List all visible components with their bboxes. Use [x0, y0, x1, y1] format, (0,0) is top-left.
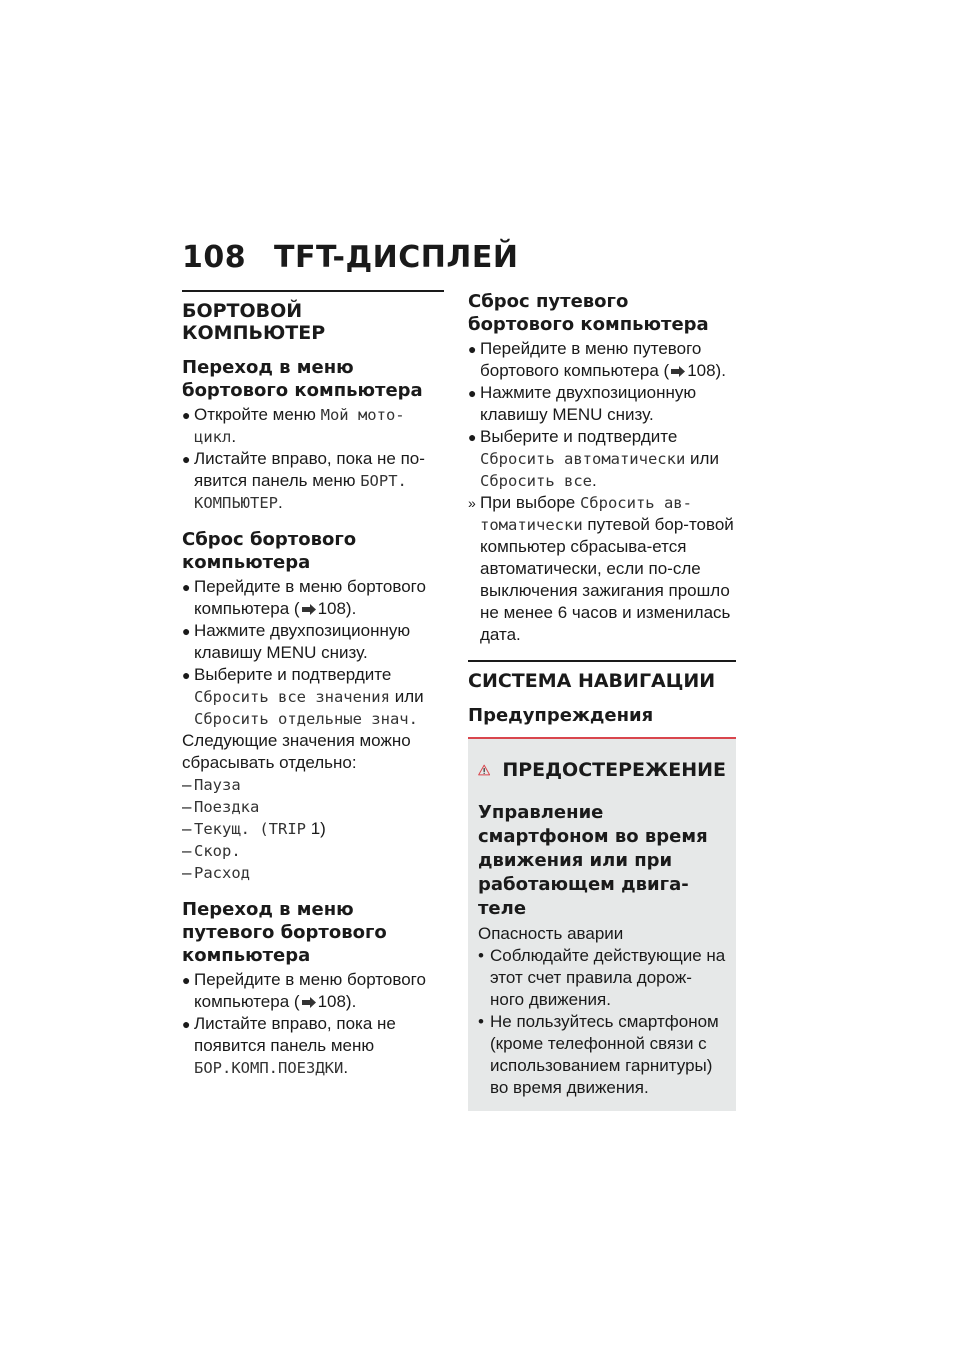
- heading-open-trip-menu: Переход в меню путевого бортового компьютера: [182, 899, 387, 966]
- bullet-icon: •: [478, 946, 484, 965]
- menu-option: Сбросить ав-томатически: [480, 494, 692, 534]
- warning-title: Управление смартфоном во время движения или при работающем двига-теле: [478, 802, 708, 919]
- result-arrow-icon: »: [468, 495, 476, 511]
- bullet-icon: ●: [468, 341, 477, 357]
- bullet-icon: ●: [182, 579, 191, 595]
- list-item: ● Листайте вправо, пока не по-явится панель меню БОРТ. КОМПЬЮТЕР.: [182, 449, 425, 512]
- list-item: ● Нажмите двухпозиционную клавишу MENU снизу.: [182, 621, 411, 662]
- page-ref-arrow-icon: [302, 604, 316, 615]
- list-item: ● Перейдите в меню путевого бортового компьютера ( 108).: [468, 339, 726, 380]
- menu-option: Сбросить автоматически: [480, 450, 686, 468]
- bullet-icon: ●: [182, 407, 191, 423]
- block-reset-trip-computer: [468, 290, 736, 646]
- list-item: ● Перейдите в меню бортового компьютера ( 108).: [182, 577, 426, 618]
- list-item: ● Выберите и подтвердите Сбросить автоматически или Сбросить все.: [468, 427, 719, 490]
- warning-danger: Опасность аварии: [478, 924, 624, 943]
- list-item: • Не пользуйтесь смартфоном (кроме телефонной связи с использованием гарнитуры) во время движения.: [478, 1012, 719, 1097]
- list-item: – Текущ. (TRIP 1): [182, 819, 326, 838]
- page-ref-arrow-icon: [302, 997, 316, 1008]
- list-item-result: » При выборе Сбросить ав-томатически путевой бор-товой компьютер сбрасыва-ется автоматически, если по-сле выключения зажигания прошло не менее 6 часов и изменилась дата.: [468, 493, 734, 644]
- menu-name: Мой мото-цикл: [194, 406, 405, 446]
- heading-open-board-menu: Переход в меню бортового компьютера: [182, 357, 423, 401]
- warning-label: ПРЕДОСТЕРЕЖЕНИЕ: [502, 759, 726, 781]
- heading-reset-board-computer: Сброс бортового компьютера: [182, 529, 357, 573]
- heading-reset-trip-computer: Сброс путевого бортового компьютера: [468, 291, 709, 335]
- menu-option: Сбросить отдельные знач.: [194, 710, 418, 728]
- page-header: [182, 240, 518, 275]
- warning-header: [478, 753, 726, 787]
- list-item: ● Перейдите в меню бортового компьютера ( 108).: [182, 970, 426, 1011]
- right-column: [468, 290, 736, 1111]
- block-open-board-menu: [182, 356, 444, 514]
- list-item: – Пауза: [182, 775, 241, 794]
- list-item: ● Нажмите двухпозиционную клавишу MENU снизу.: [468, 383, 697, 424]
- bullet-icon: ●: [182, 623, 191, 639]
- warning-box: [468, 737, 736, 1111]
- heading-warnings: Предупреждения: [468, 705, 654, 726]
- bullet-icon: •: [478, 1012, 484, 1031]
- menu-option: Сбросить все значения: [194, 688, 390, 706]
- page-ref-arrow-icon: [671, 366, 685, 377]
- paragraph: Следующие значения можно сбрасывать отдельно:: [182, 731, 411, 772]
- list-item: ● Выберите и подтвердите Сбросить все значения или Сбросить отдельные знач.: [182, 665, 424, 728]
- list-item: ● Листайте вправо, пока не появится панель меню БОР.КОМП.ПОЕЗДКИ.: [182, 1014, 396, 1077]
- left-column: [182, 290, 444, 1093]
- chapter-title: TFT-ДИСПЛЕЙ: [274, 240, 519, 275]
- warning-triangle-icon: [478, 753, 490, 787]
- bullet-icon: ●: [468, 429, 477, 445]
- list-item: – Скор.: [182, 841, 241, 860]
- section-title-navigation: СИСТЕМА НАВИГАЦИИ: [468, 660, 736, 692]
- bullet-icon: ●: [182, 1016, 191, 1032]
- list-item: – Расход: [182, 863, 250, 882]
- menu-option: Сбросить все: [480, 472, 592, 490]
- bullet-icon: ●: [182, 972, 191, 988]
- menu-name: БОРТ. КОМПЬЮТЕР: [194, 472, 407, 512]
- block-reset-board-computer: [182, 528, 444, 884]
- menu-name: БОР.КОМП.ПОЕЗДКИ: [194, 1059, 344, 1077]
- bullet-icon: ●: [468, 385, 477, 401]
- list-item: – Поездка: [182, 797, 260, 816]
- section-title-board-computer: БОРТОВОЙ КОМПЬЮТЕР: [182, 290, 444, 344]
- bullet-icon: ●: [182, 451, 191, 467]
- list-item: • Соблюдайте действующие на этот счет правила дорож-ного движения.: [478, 946, 726, 1009]
- list-item: ● Откройте меню Мой мото-цикл.: [182, 405, 405, 446]
- reset-values-list: [182, 774, 444, 884]
- block-open-trip-menu: [182, 898, 444, 1079]
- page-number: 108: [182, 240, 247, 275]
- bullet-icon: ●: [182, 667, 191, 683]
